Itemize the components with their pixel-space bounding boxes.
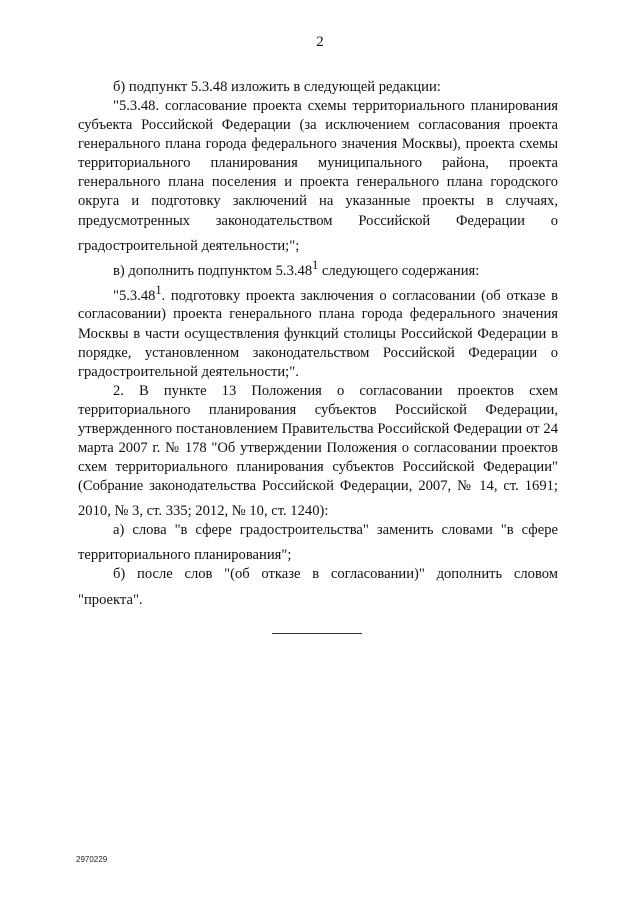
paragraph-subpoint-v: в) дополнить подпунктом 5.3.48$^1$ следующего содержания: [113, 257, 480, 279]
paragraph-point-2: 2. В пункте 13 Положения о согласовании проектов схем территориального планирования субъектов Российской Федерации, утвержденного постановлением Правительства Российской Федерации от 24 марта 2007 г. № 178 "Об утверждении Положения о согласовании проектов схем территориального планирования субъектов Российской Федерации" (Собрание законодательства Российской Федерации, 2007, № 14, ст. 1691; 2010, № 3, ст. 335; 2012, № 10, ст. 1240): [78, 382, 558, 520]
paragraph-subpoint-a: а) слова "в сфере градостроительства" заменить словами "в сфере территориального планирования"; [78, 522, 558, 564]
page-number: 2 [316, 34, 324, 50]
paragraph-subpoint-b: б) подпункт 5.3.48 изложить в следующей редакции: [113, 78, 441, 95]
paragraph-subpoint-b-2: б) после слов "(об отказе в согласовании)" дополнить словом "проекта". [78, 566, 558, 608]
paragraph-5-3-48: "5.3.48. согласование проекта схемы территориального планирования субъекта Российской Федерации (за исключением согласования проекта генерального плана города федерального значения Москвы), проекта схемы территориального планирования муниципального района, проекта генерального плана поселения и проекта генерального плана городского округа и подготовку заключений на указанные проекты в случаях, предусмотренных законодательством Российской Федерации о градостроительной деятельности;"; [78, 97, 558, 254]
end-divider [272, 633, 362, 634]
paragraph-5-3-48-1: "5.3.48$^1$. подготовку проекта заключения о согласовании (об отказе в согласовании) проекта генерального плана города федерального значения Москвы в части осуществления функций столицы Российской Федерации в порядке, установленном законодательством Российской Федерации о градостроительной деятельности;". [78, 282, 558, 380]
document-body [78, 72, 558, 609]
document-code: 2970229 [76, 855, 108, 864]
